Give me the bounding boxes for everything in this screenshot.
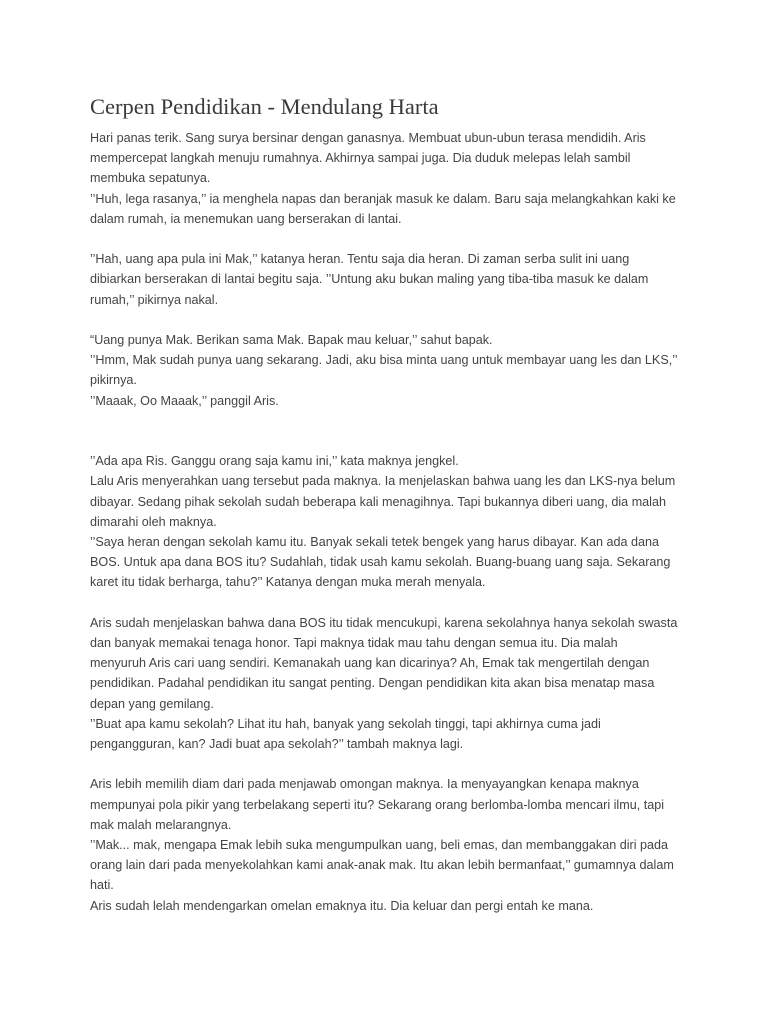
blank-line [90, 754, 680, 774]
blank-line [90, 229, 680, 249]
story-line: ’’Mak... mak, mengapa Emak lebih suka mengumpulkan uang, beli emas, dan membanggakan diri pada [90, 838, 669, 853]
story-line: pengangguran, kan? Jadi buat apa sekolah?’’ tambah maknya lagi. [90, 737, 464, 752]
story-line: Lalu Aris menyerahkan uang tersebut pada maknya. Ia menjelaskan bahwa uang les dan LKS-nya belum [90, 474, 676, 489]
story-line: ’’Hah, uang apa pula ini Mak,’’ katanya heran. Tentu saja dia heran. Di zaman serba sulit ini uang [90, 252, 630, 267]
story-line: mak malah melarangnya. [90, 817, 232, 832]
story-line: pendidikan. Padahal pendidikan itu sangat penting. Dengan pendidikan kita akan bisa menatap masa [90, 676, 655, 691]
document-page [90, 92, 680, 916]
story-line: BOS. Untuk apa dana BOS itu? Sudahlah, tidak usah kamu sekolah. Buang-buang uang saja. Sekarang [90, 555, 671, 570]
story-line: rumah,’’ pikirnya nakal. [90, 292, 219, 307]
story-line: orang lain dari pada menyekolahkan kami anak-anak mak. Itu akan lebih bermanfaat,’’ gumamnya dalam [90, 858, 674, 873]
blank-line [90, 310, 680, 330]
story-line: dibayar. Sedang pihak sekolah sudah beberapa kali menagihnya. Tapi bukannya diberi uang, dia malah [90, 494, 666, 509]
story-line: ’’Ada apa Ris. Ganggu orang saja kamu ini,’’ kata maknya jengkel. [90, 454, 459, 469]
story-body [90, 128, 680, 916]
story-line: hati. [90, 878, 114, 893]
story-line: Aris lebih memilih diam dari pada menjawab omongan maknya. Ia menyayangkan kenapa maknya [90, 777, 639, 792]
story-line: ’’Hmm, Mak sudah punya uang sekarang. Jadi, aku bisa minta uang untuk membayar uang les dan LKS,’’ [90, 353, 678, 368]
story-line: Aris sudah lelah mendengarkan omelan emaknya itu. Dia keluar dan pergi entah ke mana. [90, 898, 594, 913]
story-line: dan banyak memakai tenaga honor. Tapi maknya tidak mau tahu dengan semua itu. Dia malah [90, 636, 618, 650]
blank-line [90, 411, 680, 431]
story-line: dimarahi oleh maknya. [90, 514, 217, 529]
story-line: ’’Buat apa kamu sekolah? Lihat itu hah, banyak yang sekolah tinggi, tapi akhirnya cuma jadi [90, 716, 601, 731]
story-line: ’’Saya heran dengan sekolah kamu itu. Banyak sekali tetek bengek yang harus dibayar. Kan ada dana [90, 535, 659, 549]
story-line: karet itu tidak berharga, tahu?’’ Katanya dengan muka merah menyala. [90, 575, 486, 590]
story-line: depan yang gemilang. [90, 696, 214, 711]
story-line: Hari panas terik. Sang surya bersinar dengan ganasnya. Membuat ubun-ubun terasa mendidih. Aris [90, 131, 646, 145]
blank-line [90, 431, 680, 451]
story-line: menyuruh Aris cari uang sendiri. Kemanakah uang kan dicarinya? Ah, Emak tak mengertilah dengan [90, 656, 650, 671]
story-line: membuka sepatunya. [90, 171, 211, 186]
story-line: mempunyai pola pikir yang terbelakang seperti itu? Sekarang orang berlomba-lomba mencari ilmu, tapi [90, 797, 665, 812]
story-line: mempercepat langkah menuju rumahnya. Akhirnya sampai juga. Dia duduk melepas lelah sambil [90, 151, 631, 166]
story-line: ’’Huh, lega rasanya,’’ ia menghela napas dan beranjak masuk ke dalam. Baru saja melangkahkan kaki ke [90, 191, 676, 206]
story-line: “Uang punya Mak. Berikan sama Mak. Bapak mau keluar,’’ sahut bapak. [90, 333, 493, 347]
story-line: Aris sudah menjelaskan bahwa dana BOS itu tidak mencukupi, karena sekolahnya hanya sekolah swasta [90, 615, 678, 630]
document-title: Cerpen Pendidikan - Mendulang Harta [90, 94, 439, 119]
story-line: dalam rumah, ia menemukan uang berserakan di lantai. [90, 211, 402, 226]
blank-line [90, 593, 680, 613]
story-line: ’’Maaak, Oo Maaak,’’ panggil Aris. [90, 393, 279, 408]
story-line: dibiarkan berserakan di lantai begitu saja. ’’Untung aku bukan maling yang tiba-tiba masuk ke dalam [90, 272, 649, 287]
story-line: pikirnya. [90, 373, 137, 388]
